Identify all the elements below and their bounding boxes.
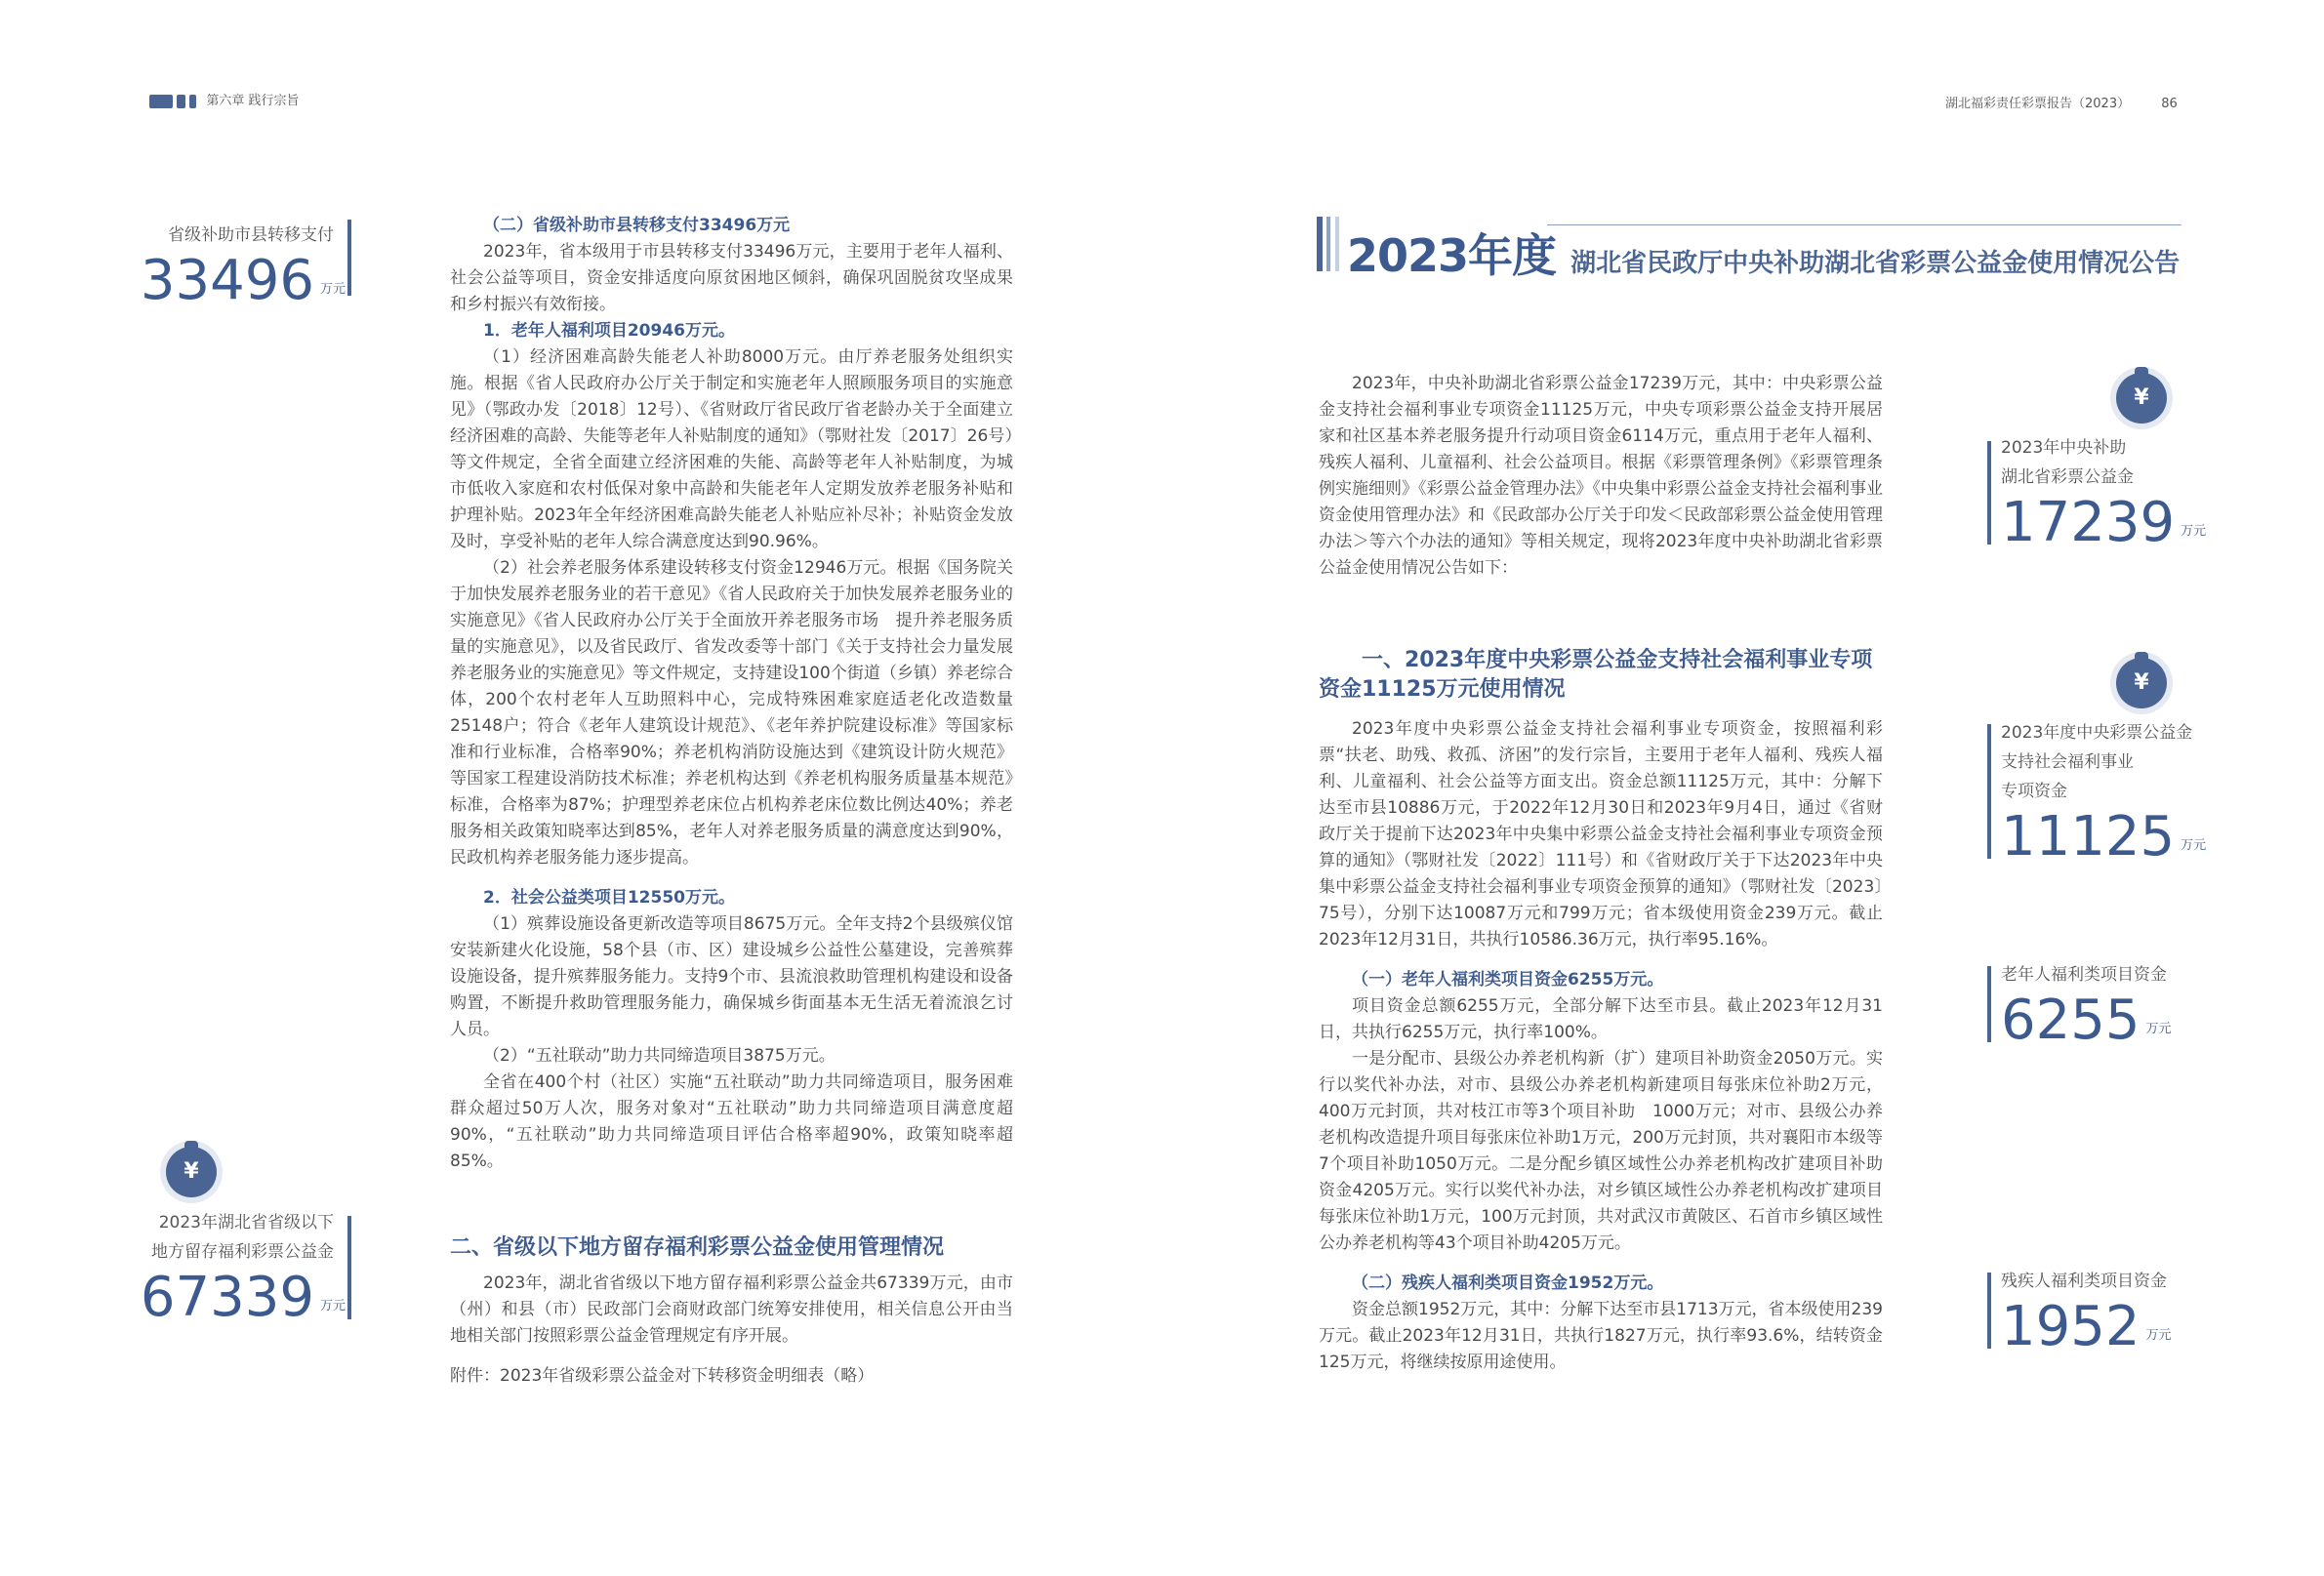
stat-value: 11125 [2001, 805, 2176, 869]
right-body [1319, 371, 1883, 1376]
stat-bar [1987, 1273, 1991, 1349]
paragraph: 一是分配市、县级公办养老机构新（扩）建项目补助资金2050万元。实行以奖代补办法，对市、县级公办养老机构新建项目每张床位补助2万元，400万元封顶，共对枝江市等3个项目补助 1000万元；对市、县级公办养老机构改造提升项目每张床位补助1万元，200万元封顶，共对襄阳市本级等7个项目补助1050万元。二是分配乡镇区域性公办养老机构改扩建项目补助资金4205万元。实行以奖代补办法，对乡镇区域性公办养老机构改扩建项目每张床位补助1万元，100万元封顶，共对武汉市黄陂区、石首市乡镇区域性公办养老机构等43个项目补助4205万元。 [1319, 1049, 1883, 1253]
sub-heading: （一）老年人福利类项目资金6255万元。 [1352, 970, 1664, 990]
header-decor-block [177, 95, 185, 108]
stat-label: 地方留存福利彩票公益金 [151, 1242, 334, 1262]
header-decor-block [189, 95, 196, 108]
section-heading: 一、2023年度中央彩票公益金支持社会福利事业专项资金11125万元使用情况 [1319, 648, 1873, 702]
chapter-header [149, 90, 300, 108]
left-body [450, 213, 1013, 1390]
stat-welfare-fund [2001, 718, 2207, 869]
title-year: 2023年度 [1347, 229, 1557, 282]
stat-label: 2023年湖北省省级以下 [158, 1213, 334, 1233]
item-heading: 1．老年人福利项目20946万元。 [483, 321, 735, 341]
paragraph: （2）“五社联动”助力共同缔造项目3875万元。 [483, 1046, 836, 1066]
stat-bar [1987, 441, 1991, 545]
title-text: 湖北省民政厅中央补助湖北省彩票公益金使用情况公告 [1570, 249, 2181, 278]
paragraph: 项目资金总额6255万元，全部分解下达至市县。截止2023年12月31日，共执行6255万元，执行率100%。 [1319, 996, 1883, 1042]
header-decor-block [149, 95, 173, 108]
stat-label: 省级补助市县转移支付 [168, 225, 334, 245]
stat-local-retained [98, 1208, 347, 1329]
report-title: 湖北福彩责任彩票报告（2023） [1945, 97, 2131, 111]
intro-paragraph: 2023年，中央补助湖北省彩票公益金17239万元，其中：中央彩票公益金支持社会福利事业专项资金11125万元，中央专项彩票公益金支持开展居家和社区基本养老服务提升行动项目资金6114万元，重点用于老年人福利、残疾人福利、儿童福利、社会公益项目。根据《彩票管理条例》《彩票管理条例实施细则》《彩票公益金管理办法》《中央集中彩票公益金支持社会福利事业资金使用管理办法》和《民政部办公厅关于印发＜民政部彩票公益金使用管理办法＞等六个办法的通知》等相关规定，现将2023年度中央补助湖北省彩票公益金使用情况公告如下： [1319, 374, 1883, 578]
sub-heading: （二）残疾人福利类项目资金1952万元。 [1352, 1273, 1664, 1293]
title-bar [1326, 217, 1330, 271]
stat-bar [347, 1216, 351, 1319]
stat-unit: 万元 [2181, 838, 2207, 853]
money-bag-icon: ¥ [2116, 373, 2167, 424]
stat-value: 33496 [140, 249, 314, 312]
stat-value: 17239 [2001, 491, 2176, 554]
stat-label: 专项资金 [2001, 782, 2067, 801]
money-bag-icon: ¥ [166, 1147, 217, 1197]
title-rule [1547, 224, 2181, 225]
stat-label: 湖北省彩票公益金 [2001, 467, 2134, 487]
paragraph: （1）经济困难高龄失能老人补助8000万元。由厅养老服务处组织实施。根据《省人民政府办公厅关于制定和实施老年人照顾服务项目的实施意见》（鄂政办发〔2018〕12号）、《省财政厅省民政厅省老龄办关于全面建立经济困难的高龄、失能等老年人补贴制度的通知》（鄂财社发〔2017〕26号）等文件规定，全省全面建立经济困难的失能、高龄等老年人补贴制度，为城市低收入家庭和农村低保对象中高龄和失能老年人定期发放养老服务补贴和护理补贴。2023年全年经济困难高龄失能老人补贴应补尽补；补贴资金发放及时，享受补贴的老年人综合满意度达到90.96%。 [450, 347, 1013, 551]
stat-label: 老年人福利类项目资金 [2001, 965, 2167, 985]
stat-unit: 万元 [320, 282, 347, 297]
stat-unit: 万元 [2181, 524, 2207, 539]
stat-value: 1952 [2001, 1295, 2141, 1358]
money-bag-icon: ¥ [2116, 658, 2167, 708]
chapter-title: 第六章 践行宗旨 [206, 94, 300, 108]
section-heading: 二、省级以下地方留存福利彩票公益金使用管理情况 [450, 1235, 945, 1260]
stat-unit: 万元 [320, 1299, 347, 1313]
stat-elderly-fund [2001, 960, 2172, 1052]
paragraph: 全省在400个村（社区）实施“五社联动”助力共同缔造项目，服务困难群众超过50万人次，服务对象对“五社联动”助力共同缔造项目满意度超90%，“五社联动”助力共同缔造项目评估合格率超90%，政策知晓率超85%。 [450, 1072, 1013, 1171]
stat-unit: 万元 [2145, 1328, 2172, 1343]
paragraph: 2023年度中央彩票公益金支持社会福利事业专项资金，按照福利彩票“扶老、助残、救孤、济困”的发行宗旨，主要用于老年人福利、残疾人福利、儿童福利、社会公益等方面支出。资金总额11125万元，其中：分解下达至市县10886万元，于2022年12月30日和2023年9月4日，通过《省财政厅关于提前下达2023年中央集中彩票公益金支持社会福利事业专项资金预算的通知》（鄂财社发〔2022〕111号）和《省财政厅关于下达2023年中央集中彩票公益金支持社会福利事业专项资金预算的通知》（鄂财社发〔2023〕75号），分别下达10087万元和799万元；省本级使用资金239万元。截止2023年12月31日，共执行10586.36万元，执行率95.16%。 [1319, 719, 1883, 950]
paragraph: （2）社会养老服务体系建设转移支付资金12946万元。根据《国务院关于加快发展养老服务业的若干意见》《省人民政府关于加快发展养老服务业的实施意见》《省人民政府办公厅关于全面放开养老服务市场 提升养老服务质量的实施意见》，以及省民政厅、省发改委等十部门《关于支持社会力量发展养老服务业的实施意见》等文件规定，支持建设100个街道（乡镇）养老综合体，200个农村老年人互助照料中心，完成特殊困难家庭适老化改造数量25148户；符合《老年人建筑设计规范》、《老年养护院建设标准》等国家标准和行业标准，合格率90%；养老机构消防设施达到《建筑设计防火规范》等国家工程建设消防技术标准；养老机构达到《养老机构服务质量基本规范》标准，合格率为87%；护理型养老床位占机构养老床位数比例达40%；养老服务相关政策知晓率达到85%，老年人对养老服务质量的满意度达到90%，民政机构养老服务能力逐步提高。 [450, 558, 1013, 868]
stat-province-transfer [117, 221, 347, 312]
stat-disabled-fund [2001, 1267, 2172, 1358]
stat-bar [1987, 724, 1991, 859]
page-number: 86 [2161, 97, 2178, 111]
stat-value: 6255 [2001, 989, 2141, 1052]
stat-label: 2023年度中央彩票公益金 [2001, 723, 2193, 743]
item-heading: 2．社会公益类项目12550万元。 [483, 888, 735, 908]
stat-central-subsidy [2001, 433, 2207, 554]
paragraph: 2023年，省本级用于市县转移支付33496万元，主要用于老年人福利、社会公益等项目，资金安排适度向原贫困地区倾斜，确保巩固脱贫攻坚成果和乡村振兴有效衔接。 [450, 242, 1013, 314]
stat-label: 2023年中央补助 [2001, 438, 2127, 458]
title-bar [1335, 217, 1339, 271]
stat-label: 残疾人福利类项目资金 [2001, 1272, 2167, 1291]
page-title [1347, 221, 2180, 285]
paragraph: 资金总额1952万元，其中：分解下达至市县1713万元，省本级使用239万元。截止2023年12月31日，共执行1827万元，执行率93.6%，结转资金125万元，将继续按原用途使用。 [1319, 1300, 1883, 1372]
stat-unit: 万元 [2145, 1022, 2172, 1036]
attachment-note: 附件：2023年省级彩票公益金对下转移资金明细表（略） [450, 1366, 875, 1386]
report-header [1945, 93, 2178, 111]
stat-bar [1987, 966, 1991, 1042]
paragraph: （1）殡葬设施设备更新改造等项目8675万元。全年支持2个县级殡仪馆安装新建火化设施，58个县（市、区）建设城乡公益性公墓建设，完善殡葬设施设备，提升殡葬服务能力。支持9个市、县流浪救助管理机构建设和设备购置，不断提升救助管理服务能力，确保城乡街面基本无生活无着流浪乞讨人员。 [450, 914, 1013, 1039]
section-heading: （二）省级补助市县转移支付33496万元 [483, 216, 791, 235]
title-bar [1317, 217, 1323, 271]
paragraph: 2023年，湖北省省级以下地方留存福利彩票公益金共67339万元，由市（州）和县（市）民政部门会商财政部门统筹安排使用，相关信息公开由当地相关部门按照彩票公益金管理规定有序开展。 [450, 1273, 1013, 1346]
stat-bar [347, 220, 351, 296]
stat-value: 67339 [140, 1266, 314, 1329]
stat-label: 支持社会福利事业 [2001, 752, 2134, 772]
